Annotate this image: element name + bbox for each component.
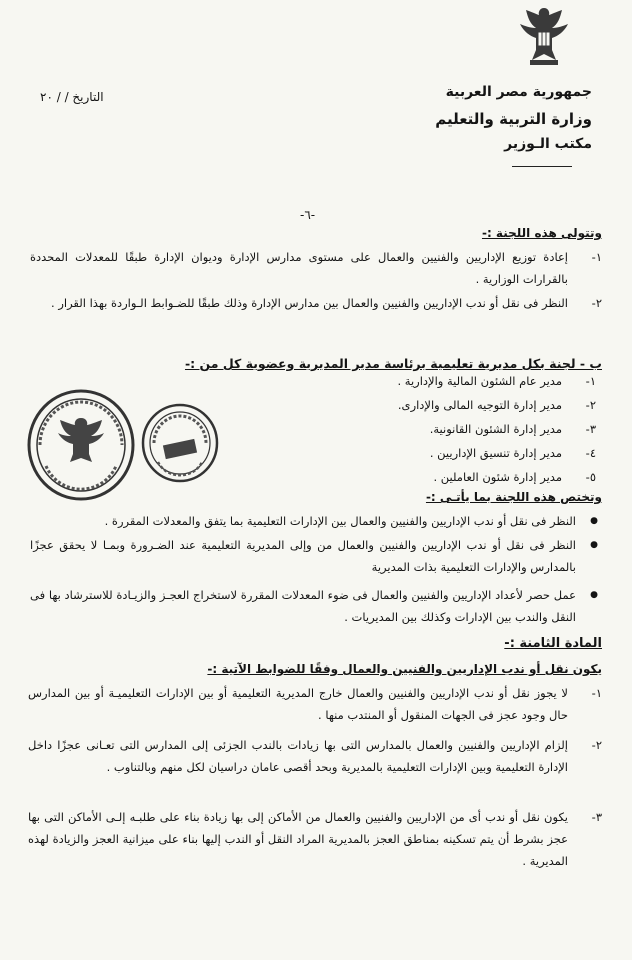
section-b-heading: ب - لجنة بكل مديرية تعليمية برئاسة مدير المديرية وعضوية كل من :- (184, 356, 602, 371)
list-item: ١- إعادة توزيع الإداريين والفنيين والعمال على مستوى مدارس الإدارة وديوان الإدارة طبقًا للمعدلات المحددة بالقرارات الوزارية . (30, 250, 602, 286)
list-item: ٤- مدير إدارة تنسيق الإداريين . (429, 446, 596, 460)
article-heading: المادة الثامنة :- (504, 636, 602, 651)
header-divider (512, 166, 572, 167)
official-seal-stamp (26, 388, 136, 502)
section-a-heading: وتتولى هذه اللجنة :- (481, 226, 602, 240)
list-item: ٢- إلزام الإداريين والفنيين والعمال بالمدارس التى بها زيادات بالندب الجزئى إلى المدارس التى تعـانى عجزًا داخل الإدارة التعليمية وبين الإدارات التعليمية بالمديرية وبحد أقصى عامان دراسيان لكل منهم وبالتناوب . (28, 738, 602, 774)
list-item: ٢- مدير إدارة التوجيه المالى والإدارى. (397, 398, 596, 412)
section-b-tasks-heading: وتختص هذه اللجنة بما يأتـى :- (425, 490, 602, 504)
list-item: ● النظر فى نقل أو ندب الإداريين والفنيين والعمال من وإلى المديرية التعليمية عند الضـرورة وبمـا لا يحقق عجزًا بالمدارس والإدارات التعليمية بذات المديرية (30, 538, 598, 574)
page-number: -٦- (300, 208, 316, 222)
eagle-emblem-icon (516, 4, 572, 68)
header-office: مكتب الـوزير (504, 136, 592, 152)
list-item: ٢- النظر فى نقل أو ندب الإداريين والفنيين والعمال بين مدارس الإدارة وذلك طبقًا للضـوابط الـواردة بهذا القرار . (51, 296, 602, 310)
header-country: جمهورية مصر العربية (445, 84, 592, 100)
list-item: ● النظر فى نقل أو ندب الإداريين والفنيين والعمال بين الإدارات التعليمية بما يتفق والمعدلات المقررة . (104, 514, 598, 528)
list-item: ● عمل حصر لأعداد الإداريين والفنيين والعمال فى ضوء المعدلات المقررة لاستخراج العجـز والزيـادة للاسترشاد بها فى النقل والندب بين الإدارات وكذلك بين المديريات . (30, 588, 598, 624)
article-sub-heading: يكون نقل أو ندب الإداريين والفنيين والعمال وفقًا للضوابط الآتية :- (207, 662, 602, 676)
header-ministry: وزارة التربية والتعليم (435, 110, 592, 128)
list-item: ٥- مدير إدارة شئون العاملين . (433, 470, 596, 484)
list-item: ١- لا يجوز نقل أو ندب الإداريين والفنيين والعمال خارج المديرية التعليمية أو بين الإدارات التعليميـة أو بين المدارس حال وجود عجز فى الجهات المنقول أو المنتدب منها . (28, 686, 602, 722)
round-stamp (140, 402, 220, 484)
list-item: ١- مدير عام الشئون المالية والإدارية . (397, 374, 596, 388)
list-item: ٣- يكون نقل أو ندب أى من الإداريين والفنيين والعمال من الأماكن إلى بها زيادة بناء على طلبـه إلـى الأماكن التى بها عجز بشرط أن يتم تسكينه بمناطق العجز بالمديرية المراد النقل أو الندب إليها بناء على ميزانية العجز والزيادة لهذه المديرية . (28, 810, 602, 868)
list-item: ٣- مدير إدارة الشئون القانونية. (429, 422, 596, 436)
date-label: التاريخ / / ٢٠ (40, 90, 104, 104)
